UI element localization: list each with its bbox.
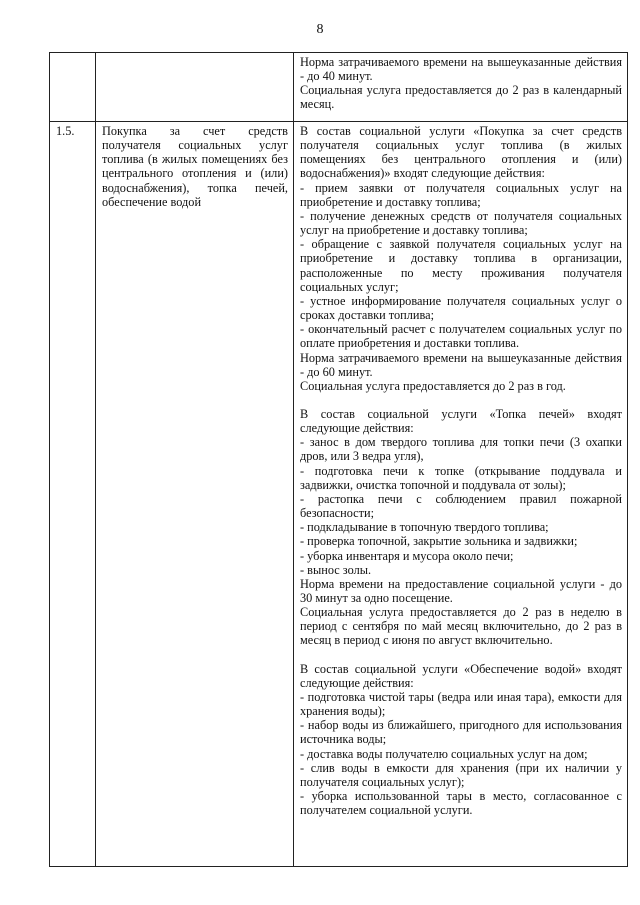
fuel-section bbox=[300, 124, 622, 393]
section-gap bbox=[300, 393, 622, 407]
fuel-frequency: Социальная услуга предоставляется до 2 раз в год. bbox=[300, 378, 566, 393]
stove-section bbox=[300, 407, 622, 648]
stove-action: - проверка топочной, закрытие зольника и задвижки; bbox=[300, 534, 578, 549]
cell-title-empty bbox=[96, 53, 294, 122]
stove-action: - подкладывание в топочную твердого топлива; bbox=[300, 520, 549, 535]
norm-text: Норма затрачиваемого времени на вышеуказанные действия - до 40 минут. bbox=[300, 55, 622, 84]
page-number: 8 bbox=[316, 22, 324, 37]
frequency-text: Социальная услуга предоставляется до 2 раз в календарный месяц. bbox=[300, 83, 622, 112]
cell-description bbox=[294, 53, 628, 122]
cell-title bbox=[96, 122, 294, 867]
stove-action: - растопка печи с соблюдением правил пожарной безопасности; bbox=[300, 491, 622, 521]
water-action: - слив воды в емкости для хранения (при их наличии у получателя социальных услуг); bbox=[300, 760, 622, 789]
stove-action: - подготовка печи к топке (открывание поддувала и задвижки, очистка топочной и поддувала от золы); bbox=[300, 463, 622, 492]
stove-action: - вынос золы. bbox=[300, 562, 372, 577]
cell-number bbox=[50, 122, 96, 867]
services-table bbox=[49, 52, 628, 867]
fuel-action: - обращение с заявкой получателя социальных услуг на приобретение и доставку топлива в организации, расположенные по месту проживания получателя социальных услуг; bbox=[300, 237, 622, 294]
stove-action: - уборка инвентаря и мусора около печи; bbox=[300, 548, 514, 563]
water-section bbox=[300, 662, 622, 818]
table-row-1-5 bbox=[50, 122, 628, 867]
cell-description bbox=[294, 122, 628, 867]
water-action: - уборка использованной тары в место, согласованное с получателем социальной услуги. bbox=[300, 789, 622, 818]
stove-intro: В состав социальной услуги «Топка печей» входят следующие действия: bbox=[300, 406, 622, 436]
water-intro: В состав социальной услуги «Обеспечение водой» входят следующие действия: bbox=[300, 661, 622, 690]
table-row-continuation bbox=[50, 53, 628, 122]
service-number: 1.5. bbox=[56, 124, 75, 138]
fuel-action: - окончательный расчет с получателем социальных услуг по оплате приобретения и доставки топлива. bbox=[300, 322, 622, 351]
water-action: - доставка воды получателю социальных услуг на дом; bbox=[300, 746, 588, 761]
stove-action: - занос в дом твердого топлива для топки печи (3 охапки дров, или 3 ведра угля), bbox=[300, 435, 622, 464]
fuel-norm: Норма затрачиваемого времени на вышеуказанные действия - до 60 минут. bbox=[300, 350, 622, 379]
fuel-action: - прием заявки от получателя социальных услуг на приобретение и доставку топлива; bbox=[300, 180, 622, 209]
section-gap bbox=[300, 648, 622, 662]
fuel-action: - устное информирование получателя социальных услуг о сроках доставки топлива; bbox=[300, 293, 622, 323]
water-action: - подготовка чистой тары (ведра или иная тара), емкости для хранения воды); bbox=[300, 689, 622, 719]
fuel-intro: В состав социальной услуги «Покупка за счет средств получателя социальных услуг топлива (в жилых помещениях без центрального отопления и (или) водоснабжения)» входят следующие действия: bbox=[300, 124, 622, 181]
service-title: Покупка за счет средств получателя социальных услуг топлива (в жилых помещениях без центрального отопления и (или) водоснабжения), топка печей, обеспечение водой bbox=[102, 124, 288, 209]
stove-frequency: Социальная услуга предоставляется до 2 раз в неделю в период с сентября по май месяц включительно, до 2 раз в месяц в период с июня по август включительно. bbox=[300, 605, 622, 648]
stove-norm: Норма времени на предоставление социальной услуги - до 30 минут за одно посещение. bbox=[300, 576, 622, 605]
water-action: - набор воды из ближайшего, пригодного для использования источника воды; bbox=[300, 718, 622, 747]
fuel-action: - получение денежных средств от получателя социальных услуг на приобретение и доставку топлива; bbox=[300, 208, 622, 238]
cell-number-empty bbox=[50, 53, 96, 122]
